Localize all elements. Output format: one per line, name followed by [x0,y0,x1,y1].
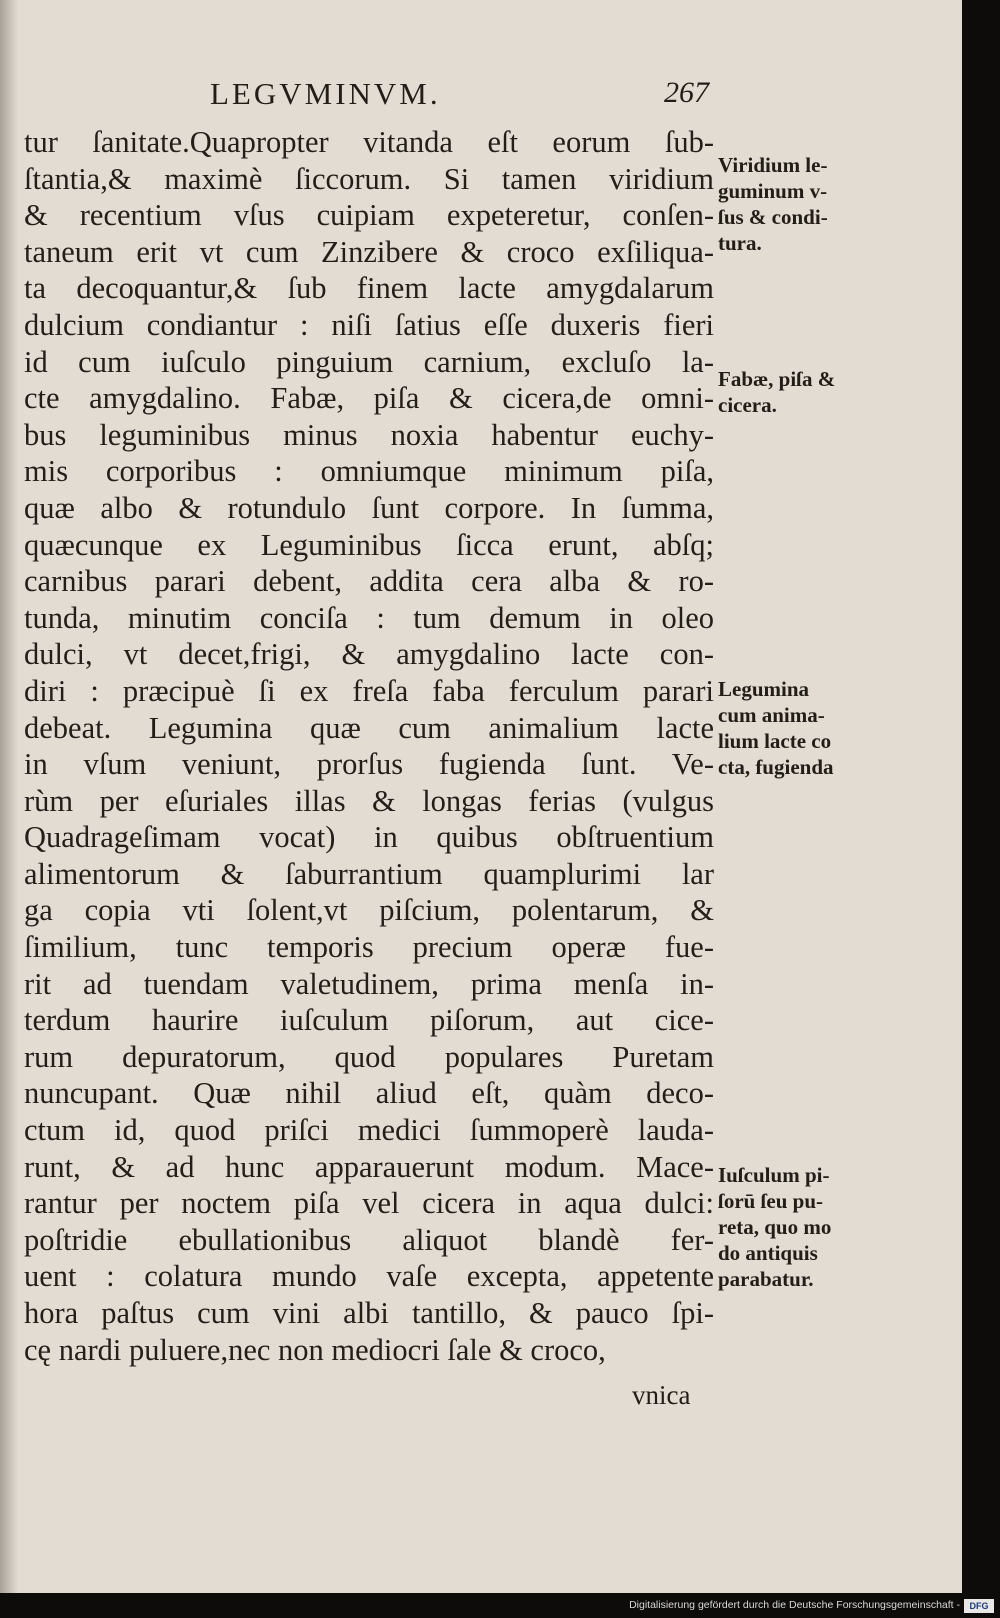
body-line: dulci, vt decet,frigi, & amygdalino lacte con- [24,637,714,672]
margin-note-line: Legumina [718,677,810,701]
body-line: rùm per eſuriales illas & longas ferias (vulgus [24,783,714,818]
body-line: rit ad tuendam valetudinem, prima menſa in- [24,966,714,1001]
body-line: ſimilium, tunc temporis precium operæ fue- [24,930,714,965]
body-line: nuncupant. Quæ nihil aliud eſt, quàm deco- [24,1076,714,1111]
page-header [0,72,962,118]
body-line: mis corporibus : omniumque minimum piſa, [24,454,714,489]
margin-note-line: ſorū ſeu pu- [718,1189,824,1213]
body-line: terdum haurire iuſculum piſorum, aut cice- [24,1003,714,1038]
margin-note-viridium [718,152,868,256]
body-line: cę nardi puluere,nec non mediocri ſale & croco, [24,1332,606,1367]
body-line: rantur per noctem piſa vel cicera in aqua dulci: [24,1186,714,1221]
margin-note-line: do antiquis [718,1241,818,1265]
body-line: ta decoquantur,& ſub finem lacte amygdalarum [24,271,714,306]
body-line: id cum iuſculo pinguium carnium, excluſo la- [24,344,714,379]
margin-note-line: reta, quo mo [718,1215,832,1239]
margin-note-line: tura. [718,231,762,255]
running-head: LEGVMINVM. [210,76,441,111]
body-line: runt, & ad hunc apparauerunt modum. Mace- [24,1149,714,1184]
body-line: ſtantia,& maximè ſiccorum. Si tamen viridium [24,161,714,196]
body-line: taneum erit vt cum Zinzibere & croco exſiliqua- [24,234,714,269]
body-line: Quadrageſimam vocat) in quibus obſtruentium [24,820,714,855]
margin-note-line: cum anima- [718,703,825,727]
margin-note-line: cicera. [718,393,777,417]
body-text [24,124,714,1368]
body-line: dulcium condiantur : niſi ſatius eſſe duxeris fieri [24,307,714,342]
margin-note-line: Fabæ, piſa & [718,367,836,391]
body-line: uent : colatura mundo vaſe excepta, appetente [24,1259,714,1294]
body-line: in vſum veniunt, prorſus fugienda ſunt. Ve- [24,747,714,782]
body-line: debeat. Legumina quæ cum animalium lacte [24,710,714,745]
body-line: quæ albo & rotundulo ſunt corpore. In ſumma, [24,490,714,525]
digitization-footer [0,1596,1000,1618]
body-line: poſtridie ebullationibus aliquot blandè fer- [24,1222,714,1257]
body-line: diri : præcipuè ſi ex freſa faba ferculum parari [24,673,714,708]
dfg-logo: DFG [964,1599,994,1613]
body-line: ga copia vti ſolent,vt piſcium, polentarum, & [24,893,714,928]
body-line: carnibus parari debent, addita cera alba & ro- [24,564,714,599]
margin-note-line: guminum v- [718,179,828,203]
body-line: rum depuratorum, quod populares Puretam [24,1039,714,1074]
margin-note-iusculum [718,1162,868,1292]
margin-note-line: cta, fugienda [718,755,834,779]
body-line: tunda, minutim conciſa : tum demum in oleo [24,600,714,635]
body-line: & recentium vſus cuipiam expeteretur, conſen- [24,198,714,233]
body-line: tur ſanitate.Quapropter vitanda eſt eorum ſub- [24,125,714,159]
margin-note-line: Iuſculum pi- [718,1163,830,1187]
margin-note-legumina [718,676,868,780]
body-line: ctum id, quod priſci medici ſummoperè lauda- [24,1113,714,1148]
footer-credit: Digitalisierung gefördert durch die Deutsche Forschungsgemeinschaft - [629,1599,960,1611]
body-line: hora paſtus cum vini albi tantillo, & pauco ſpi- [24,1296,714,1330]
margin-note-fabae [718,366,868,418]
body-line: bus leguminibus minus noxia habentur euchy- [24,417,714,452]
body-line: alimentorum & ſaburrantium quamplurimi lar [24,856,714,891]
margin-note-line: Viridium le- [718,153,828,177]
margin-note-line: parabatur. [718,1267,814,1291]
page-gutter-shadow [0,0,18,1593]
margin-note-line: lium lacte co [718,729,832,753]
body-line: cte amygdalino. Fabæ, piſa & cicera,de omni- [24,381,714,416]
page-number: 267 [664,76,709,109]
catchword: vnica [632,1380,691,1410]
margin-note-line: ſus & condi- [718,205,828,229]
body-line: quæcunque ex Leguminibus ſicca erunt, abſq; [24,527,714,562]
